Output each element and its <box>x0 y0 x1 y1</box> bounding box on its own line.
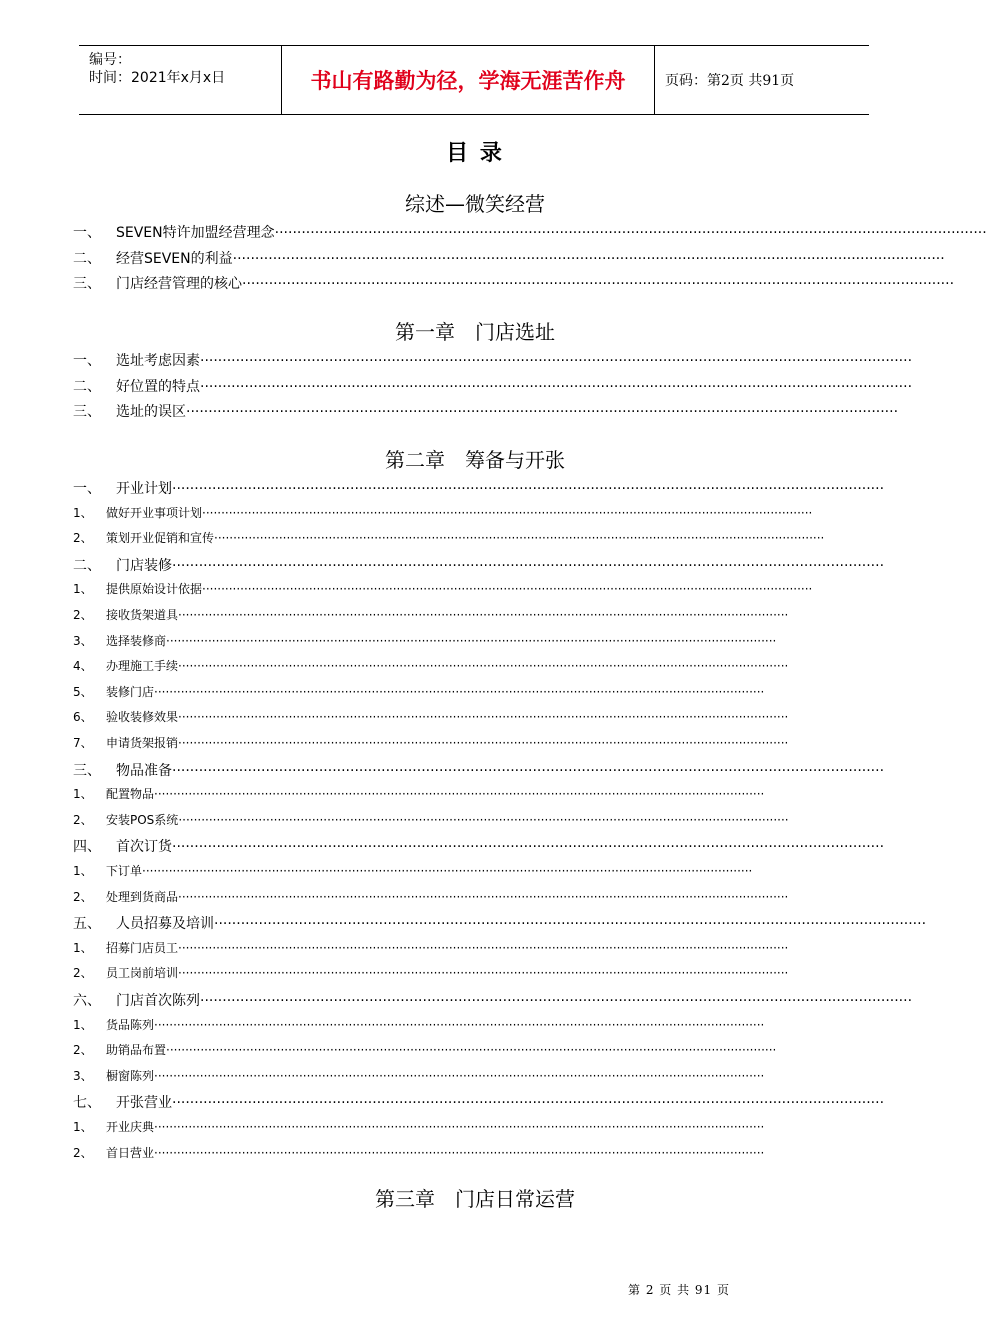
toc-entry[interactable] <box>73 273 955 293</box>
toc-entry-label: 策划开业促销和宣传 <box>106 531 215 546</box>
toc-subentry[interactable] <box>73 580 838 597</box>
toc-entry-label: 验收装修效果 <box>106 710 179 725</box>
toc-entry-label: 招募门店员工 <box>106 940 179 955</box>
dot-leader: ································································································································································ <box>172 481 885 497</box>
dot-leader: ································································································································································ <box>178 966 789 981</box>
toc-entry[interactable] <box>73 836 885 856</box>
toc-entry-number: 6、 <box>73 710 93 725</box>
dot-leader: ································································································································································ <box>172 839 885 856</box>
dot-leader: ································································································································································ <box>178 940 789 955</box>
toc-subentry[interactable] <box>73 1067 838 1084</box>
toc-subentry[interactable] <box>73 1118 838 1135</box>
toc-entry[interactable] <box>73 350 913 370</box>
toc-entry-number: 3、 <box>73 633 93 648</box>
toc-entry-number: 1、 <box>73 582 93 597</box>
toc-subentry[interactable] <box>73 657 838 674</box>
toc-entry[interactable] <box>73 555 885 575</box>
toc-entry-number: 二、 <box>73 378 101 395</box>
header-meta-cell <box>79 46 282 114</box>
toc-entry-number: 一、 <box>73 353 101 369</box>
toc-entry-label: 申请货架报销 <box>106 736 179 750</box>
toc-title: 目 录 <box>446 141 504 166</box>
toc-entry-label: 开业计划 <box>116 481 172 497</box>
dot-leader: ································································································································································ <box>172 557 885 574</box>
toc-entry[interactable] <box>73 1092 885 1112</box>
dot-leader: ································································································································································ <box>142 864 753 878</box>
toc-subentry[interactable] <box>73 708 838 725</box>
dot-leader: ································································································································································ <box>154 1120 765 1134</box>
toc-entry-number: 二、 <box>73 250 101 267</box>
toc-entry-label: 下订单 <box>106 864 143 878</box>
toc-subentry[interactable] <box>73 964 838 981</box>
toc-entry-label: 橱窗陈列 <box>106 1068 155 1083</box>
toc-entry-label: 处理到货商品 <box>106 889 179 904</box>
dot-leader: ································································································································································ <box>200 353 913 369</box>
toc-entry-label: 开业庆典 <box>106 1120 155 1134</box>
toc-entry-number: 1、 <box>73 864 93 878</box>
dot-leader: ································································································································································ <box>172 762 885 779</box>
toc-entry[interactable] <box>73 248 945 268</box>
dot-leader: ································································································································································ <box>202 582 813 597</box>
toc-subentry[interactable] <box>73 785 838 802</box>
toc-entry-label: 经营SEVEN的利益 <box>116 250 233 267</box>
toc-entry-label: 首次订货 <box>116 839 172 856</box>
toc-entry-label: 提供原始设计依据 <box>106 582 203 597</box>
dot-leader: ································································································································································ <box>178 608 789 622</box>
page-footer: 第 2 页 共 91 页 <box>628 1283 730 1297</box>
dot-leader: ································································································································································ <box>154 1068 765 1083</box>
dot-leader: ································································································································································ <box>200 378 913 395</box>
toc-entry-number: 三、 <box>73 404 101 421</box>
toc-entry-number: 2、 <box>73 531 93 546</box>
toc-entry-number: 2、 <box>73 608 93 622</box>
toc-subentry[interactable] <box>73 1016 838 1033</box>
toc-entry-label: 做好开业事项计划 <box>106 505 203 520</box>
toc-entry-label: 门店首次陈列 <box>116 993 200 1009</box>
toc-entry-label: 货品陈列 <box>106 1017 155 1032</box>
toc-subentry[interactable] <box>73 734 838 751</box>
toc-entry-label: 配置物品 <box>106 787 155 802</box>
dot-leader: ································································································································································ <box>178 889 789 904</box>
dot-leader: ································································································································································ <box>154 1017 765 1032</box>
dot-leader: ································································································································································ <box>166 1043 777 1058</box>
toc-subentry[interactable] <box>73 811 838 828</box>
toc-entry-number: 2、 <box>73 1043 93 1058</box>
dot-leader: ································································································································································ <box>154 787 765 802</box>
toc-entry-number: 1、 <box>73 1120 93 1134</box>
toc-entry-label: 选址的误区 <box>116 404 186 421</box>
chapter-heading: 第一章 门店选址 <box>395 320 555 344</box>
toc-subentry[interactable] <box>73 504 838 521</box>
chapter-heading: 第三章 门店日常运营 <box>375 1187 575 1211</box>
dot-leader: ································································································································································ <box>202 505 813 520</box>
toc-entry-number: 1、 <box>73 787 93 802</box>
toc-entry-number: 七、 <box>73 1095 101 1112</box>
toc-entry[interactable] <box>73 478 885 498</box>
toc-subentry[interactable] <box>73 939 838 956</box>
dot-leader: ································································································································································ <box>178 736 789 750</box>
dot-leader: ································································································································································ <box>232 250 945 267</box>
toc-entry[interactable] <box>73 913 927 933</box>
toc-entry-number: 1、 <box>73 940 93 955</box>
dot-leader: ································································································································································ <box>172 1095 885 1112</box>
toc-subentry[interactable] <box>73 632 838 649</box>
toc-entry-number: 三、 <box>73 762 101 779</box>
toc-entry[interactable] <box>73 222 987 242</box>
toc-entry-number: 2、 <box>73 966 93 981</box>
toc-subentry[interactable] <box>73 606 838 623</box>
toc-entry-number: 四、 <box>73 839 101 856</box>
chapter-heading: 第二章 筹备与开张 <box>385 448 565 472</box>
toc-subentry[interactable] <box>73 683 838 700</box>
chapter-heading: 综述—微笑经营 <box>405 192 545 216</box>
toc-subentry[interactable] <box>73 529 838 546</box>
toc-entry-label: 选址考虑因素 <box>116 353 200 369</box>
toc-entry-number: 一、 <box>73 225 101 241</box>
toc-entry-number: 7、 <box>73 736 93 750</box>
header-table <box>79 45 869 115</box>
toc-entry-label: 首日营业 <box>106 1145 155 1160</box>
toc-entry-number: 五、 <box>73 916 101 933</box>
dot-leader: ································································································································································ <box>214 916 927 933</box>
toc-entry[interactable] <box>73 401 899 421</box>
toc-entry-number: 一、 <box>73 481 101 497</box>
toc-entry-label: 门店装修 <box>116 557 172 574</box>
toc-entry-number: 六、 <box>73 993 101 1009</box>
toc-subentry[interactable] <box>73 888 838 905</box>
toc-entry-number: 5、 <box>73 684 93 699</box>
toc-entry-number: 1、 <box>73 505 93 520</box>
toc-entry-label: 人员招募及培训 <box>116 916 214 933</box>
toc-entry-label: 办理施工手续 <box>106 659 179 674</box>
dot-leader: ································································································································································ <box>242 276 955 293</box>
dot-leader: ································································································································································ <box>274 225 987 241</box>
dot-leader: ································································································································································ <box>178 812 789 827</box>
number-label: 编号： <box>89 52 131 68</box>
toc-entry-label: 门店经营管理的核心 <box>116 276 242 293</box>
toc-entry-number: 2、 <box>73 889 93 904</box>
toc-entry-label: 助销品布置 <box>106 1043 167 1058</box>
toc-entry-number: 二、 <box>73 557 101 574</box>
time-label: 时间：2021年x月x日 <box>89 70 226 86</box>
toc-subentry[interactable] <box>73 862 838 879</box>
toc-entry-label: 物品准备 <box>116 762 172 779</box>
toc-entry-number: 1、 <box>73 1017 93 1032</box>
toc-entry-number: 2、 <box>73 812 93 827</box>
toc-entry[interactable] <box>73 376 913 396</box>
toc-subentry[interactable] <box>73 1041 838 1058</box>
toc-entry-label: 接收货架道具 <box>106 608 179 622</box>
dot-leader: ································································································································································ <box>186 404 899 421</box>
dot-leader: ································································································································································ <box>154 1145 765 1160</box>
dot-leader: ································································································································································ <box>178 710 789 725</box>
toc-entry-label: 好位置的特点 <box>116 378 200 395</box>
dot-leader: ································································································································································ <box>214 531 825 546</box>
toc-entry-number: 三、 <box>73 276 101 293</box>
dot-leader: ································································································································································ <box>166 633 777 648</box>
toc-entry-number: 4、 <box>73 659 93 674</box>
toc-subentry[interactable] <box>73 1144 838 1161</box>
toc-entry-label: 安装POS系统 <box>106 812 179 827</box>
dot-leader: ································································································································································ <box>154 684 765 699</box>
toc-entry-label: 选择装修商 <box>106 633 167 648</box>
toc-entry-number: 3、 <box>73 1068 93 1083</box>
toc-entry[interactable] <box>73 990 913 1010</box>
dot-leader: ································································································································································ <box>178 659 789 674</box>
toc-entry-label: SEVEN特许加盟经营理念 <box>116 225 275 241</box>
dot-leader: ································································································································································ <box>200 993 913 1009</box>
toc-entry[interactable] <box>73 760 885 780</box>
toc-entry-label: 开张营业 <box>116 1095 172 1112</box>
motto: 书山有路勤为径，学海无涯苦作舟 <box>282 46 655 114</box>
toc-entry-label: 员工岗前培训 <box>106 966 179 981</box>
toc-entry-number: 2、 <box>73 1145 93 1160</box>
toc-entry-label: 装修门店 <box>106 684 155 699</box>
page-info: 页码：第2页 共91页 <box>665 73 795 89</box>
